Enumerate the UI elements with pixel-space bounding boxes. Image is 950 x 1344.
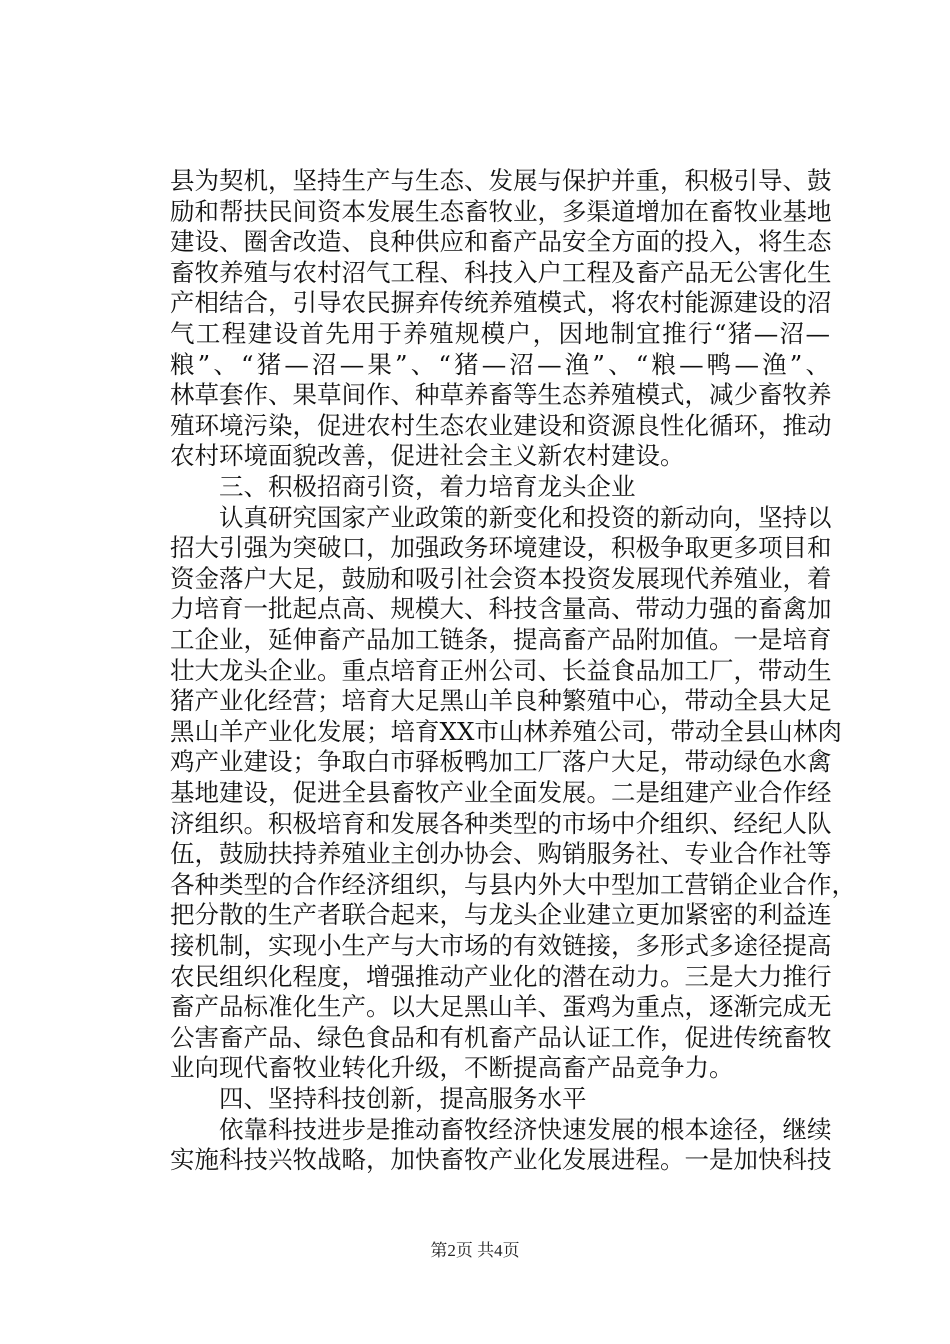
text-line: 产相结合，引导农民摒弃传统养殖模式，将农村能源建设的沼: [170, 288, 832, 318]
text-line: 招大引强为突破口，加强政务环境建设，积极争取更多项目和: [170, 533, 832, 563]
text-line: 各种类型的合作经济组织，与县内外大中型加工营销企业合作，: [170, 869, 856, 899]
text-line: 接机制，实现小生产与大市场的有效链接，多形式多途径提高: [170, 931, 832, 960]
text-line: 黑山羊产业化发展；培育XX市山林养殖公司，带动全县山林肉: [170, 716, 842, 746]
text-line: 畜牧养殖与农村沼气工程、科技入户工程及畜产品无公害化生: [170, 257, 832, 287]
text-line: 猪产业化经营；培育大足黑山羊良种繁殖中心，带动全县大足: [170, 686, 832, 716]
text-line: 励和帮扶民间资本发展生态畜牧业，多渠道增加在畜牧业基地: [170, 196, 832, 226]
text-line: 县为契机，坚持生产与生态、发展与保护并重，积极引导、鼓: [170, 166, 832, 195]
text-line: 建设、圈舍改造、良种供应和畜产品安全方面的投入，将生态: [170, 227, 832, 257]
text-line: 力培育一批起点高、规模大、科技含量高、带动力强的畜禽加: [170, 594, 832, 624]
text-line: 畜产品标准化生产。以大足黑山羊、蛋鸡为重点，逐渐完成无: [170, 992, 832, 1022]
page-footer: 第2页 共4页: [430, 1241, 520, 1260]
text-line: 气工程建设首先用于养殖规模户，因地制宜推行“猪—沼—: [170, 319, 830, 348]
text-line: 基地建设，促进全县畜牧产业全面发展。二是组建产业合作经: [170, 778, 832, 807]
text-line: 伍，鼓励扶持养殖业主创办协会、购销服务社、专业合作社等: [170, 839, 832, 869]
text-line: 把分散的生产者联合起来，与龙头企业建立更加紧密的利益连: [170, 900, 832, 930]
text-line: 业向现代畜牧业转化升级，不断提高畜产品竞争力。: [170, 1053, 734, 1083]
text-line: 资金落户大足，鼓励和吸引社会资本投资发展现代养殖业，着: [170, 563, 832, 593]
section-heading: 三、积极招商引资，着力培育龙头企业: [170, 472, 636, 501]
text-line: 依靠科技进步是推动畜牧经济快速发展的根本途径，继续: [170, 1114, 832, 1144]
text-line: 粮”、“猪—沼—果”、“猪—沼—渔”、“粮—鸭—渔”、: [170, 349, 830, 379]
text-line: 公害畜产品、绿色食品和有机畜产品认证工作，促进传统畜牧: [170, 1022, 832, 1052]
text-line: 殖环境污染，促进农村生态农业建设和资源良性化循环，推动: [170, 410, 832, 440]
section-heading: 四、坚持科技创新，提高服务水平: [170, 1084, 587, 1113]
text-line: 鸡产业建设；争取白市驿板鸭加工厂落户大足，带动绿色水禽: [170, 747, 832, 777]
text-line: 壮大龙头企业。重点培育正州公司、长益食品加工厂，带动生: [170, 655, 832, 685]
text-line: 认真研究国家产业政策的新变化和投资的新动向，坚持以: [170, 502, 832, 532]
text-line: 工企业，延伸畜产品加工链条，提高畜产品附加值。一是培育: [170, 625, 832, 654]
text-line: 农民组织化程度，增强推动产业化的潜在动力。三是大力推行: [170, 961, 832, 991]
text-line: 林草套作、果草间作、种草养畜等生态养殖模式，减少畜牧养: [170, 380, 832, 410]
text-line: 济组织。积极培育和发展各种类型的市场中介组织、经纪人队: [170, 808, 832, 838]
text-line: 实施科技兴牧战略，加快畜牧产业化发展进程。一是加快科技: [170, 1145, 832, 1175]
text-line: 农村环境面貌改善，促进社会主义新农村建设。: [170, 441, 685, 471]
